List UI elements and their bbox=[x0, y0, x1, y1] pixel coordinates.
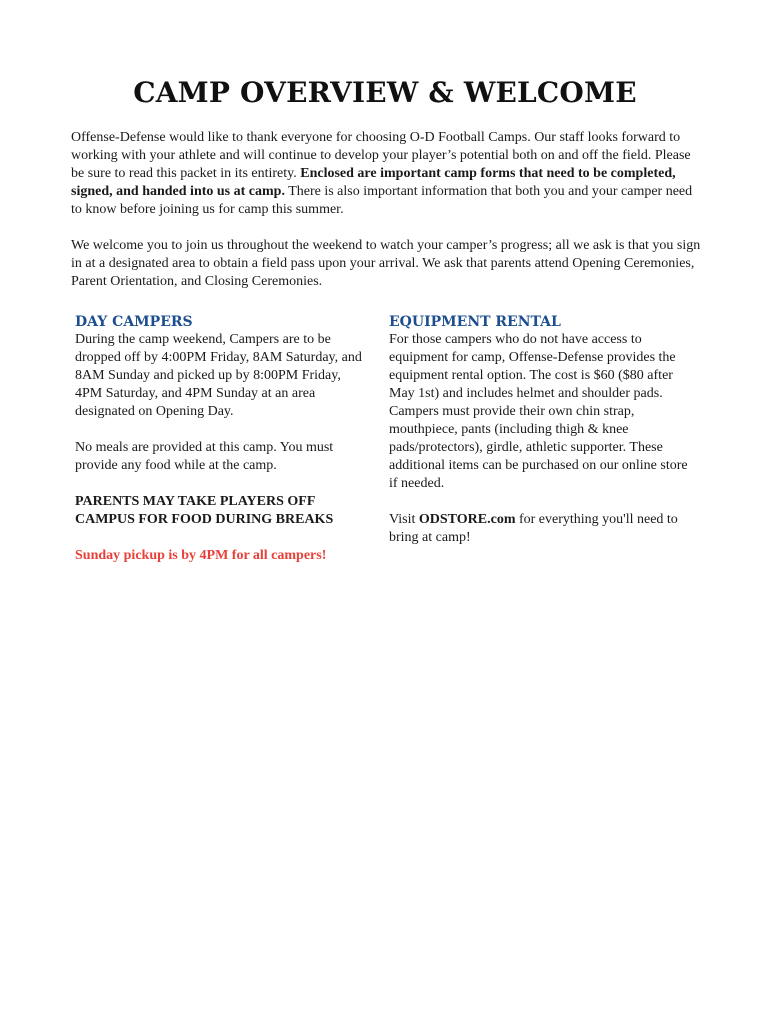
equipment-store-note bbox=[389, 511, 694, 547]
odstore-link[interactable]: ODSTORE.com bbox=[418, 512, 516, 527]
intro-text-start: Offense-Defense would like to thank everyone for choosing O-D Football Camps. Our staff looks forward to working with your athlete and will continue to develop your player’s potential both on and off the field. Please be sure to read this packet in its entirety. bbox=[71, 130, 691, 181]
equipment-rental-details: For those campers who do not have access to equipment for camp, Offense-Defense provides the equipment rental option. The cost is $60 ($80 after May 1st) and includes helmet and shoulder pads. Campers must provide their own chin strap, mouthpiece, pants (including thigh & knee pads/protectors), girdle, athletic supporter. These additional items can be purchased on our online store if needed. bbox=[389, 332, 688, 491]
day-campers-meals: No meals are provided at this camp. You must provide any food while at the camp. bbox=[75, 440, 334, 473]
day-campers-heading: DAY CAMPERS bbox=[75, 314, 193, 330]
day-campers-pickup-alert: Sunday pickup is by 4PM for all campers! bbox=[75, 548, 327, 563]
intro-paragraph-2: We welcome you to join us throughout the weekend to watch your camper’s progress; all we ask is that you sign in at a designated area to obtain a field pass upon your arrival. We ask that parents attend Opening Ceremonies, Parent Orientation, and Closing Ceremonies. bbox=[71, 238, 701, 289]
equipment-rental-heading: EQUIPMENT RENTAL bbox=[389, 314, 561, 330]
day-campers-food-notice: PARENTS MAY TAKE PLAYERS OFF CAMPUS FOR FOOD DURING BREAKS bbox=[75, 494, 334, 527]
day-campers-schedule: During the camp weekend, Campers are to be dropped off by 4:00PM Friday, 8AM Saturday, and 8AM Sunday and picked up by 8:00PM Friday, 4PM Saturday, and 4PM Sunday at an area designated on Opening Day. bbox=[75, 332, 362, 419]
intro-text-end: There is also important information that both you and your camper need to know before joining us for camp this summer. bbox=[71, 184, 693, 217]
page-title: CAMP OVERVIEW & WELCOME bbox=[133, 76, 637, 109]
equipment-rental-section bbox=[389, 313, 694, 547]
store-note-start: Visit bbox=[389, 512, 419, 527]
intro-section bbox=[71, 129, 701, 291]
store-note-end: for everything you'll need to bring at camp! bbox=[389, 512, 678, 545]
day-campers-section bbox=[75, 313, 365, 565]
intro-paragraph-1 bbox=[71, 129, 701, 219]
intro-emphasis: Enclosed are important camp forms that need to be completed, signed, and handed into us at camp. bbox=[71, 166, 676, 199]
